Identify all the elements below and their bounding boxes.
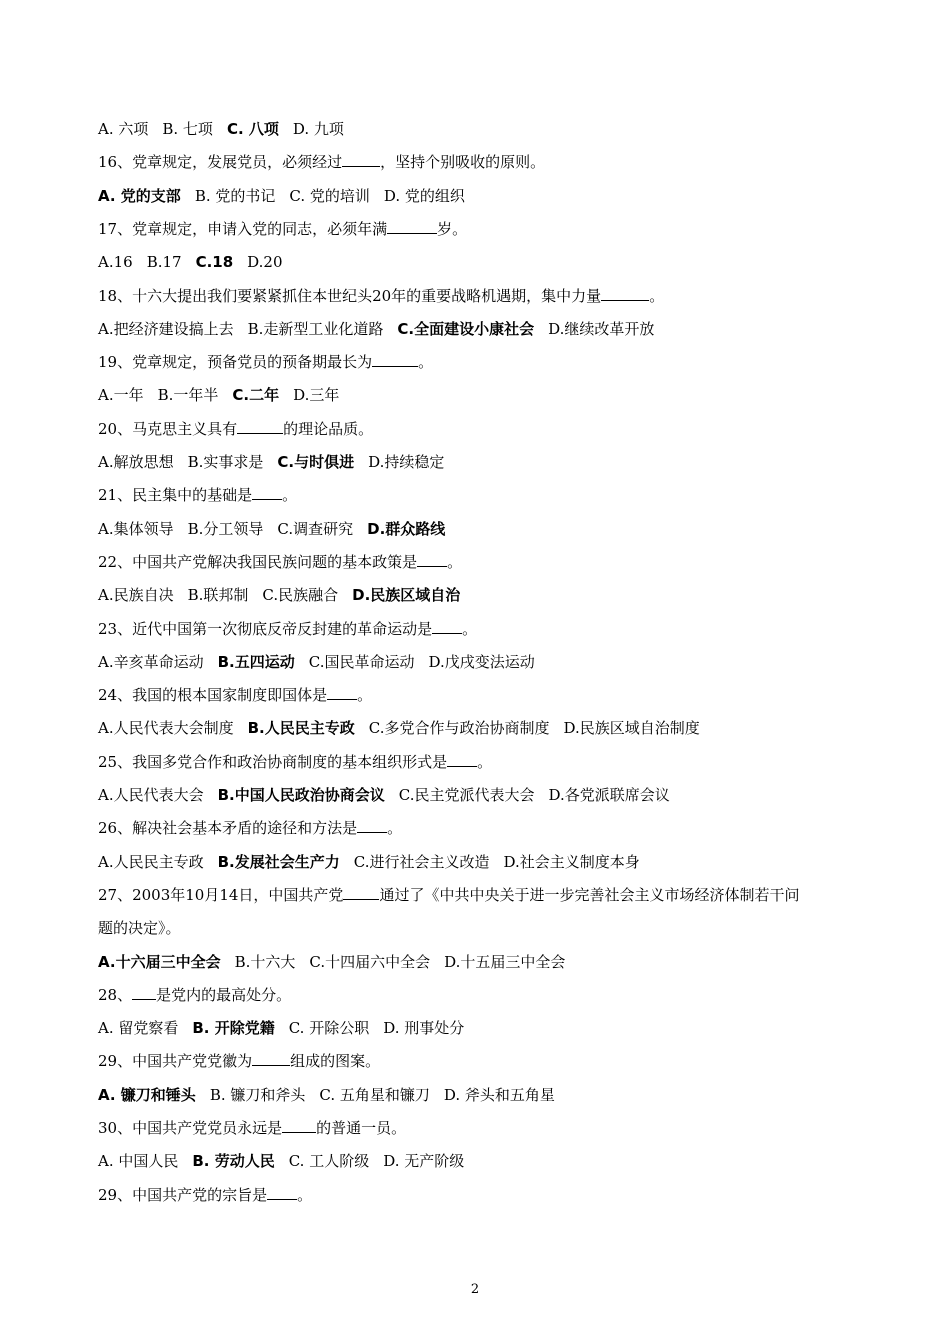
answer-blank xyxy=(267,1185,297,1200)
option: B.分工领导 xyxy=(187,519,264,538)
question-text xyxy=(98,485,870,505)
answer-blank xyxy=(252,1051,290,1066)
correct-option: A.十六届三中全会 xyxy=(98,952,221,971)
correct-option: C.与时俱进 xyxy=(277,453,355,471)
correct-option: B.发展社会生产力 xyxy=(217,852,340,871)
question-text xyxy=(98,152,870,172)
option: A.把经济建设搞上去 xyxy=(98,319,234,338)
option: A. 中国人民 xyxy=(98,1152,179,1171)
question-segment: 岁。 xyxy=(437,219,468,238)
option: D. 斧头和五角星 xyxy=(443,1085,555,1104)
option: C. 党的培训 xyxy=(289,186,370,205)
question-segment: 21、民主集中的基础是 xyxy=(98,486,253,505)
page-number: 2 xyxy=(470,1282,480,1297)
question-text xyxy=(98,685,870,705)
question-segment: 30、中国共产党党员永远是 xyxy=(98,1119,283,1137)
answer-blank xyxy=(327,685,357,700)
question-text xyxy=(98,352,870,372)
answer-options xyxy=(98,119,870,139)
option: B.十六大 xyxy=(234,952,296,971)
option: D. 无产阶级 xyxy=(383,1152,465,1171)
correct-option: A. 党的支部 xyxy=(98,186,181,205)
answer-options xyxy=(98,1085,870,1105)
answer-options xyxy=(98,186,870,206)
option: D.民族区域自治制度 xyxy=(563,719,700,738)
option: B.17 xyxy=(146,253,182,272)
answer-blank xyxy=(601,286,649,301)
answer-blank xyxy=(417,552,447,567)
answer-blank xyxy=(237,419,283,434)
question-segment: 29、中国共产党的宗旨是 xyxy=(98,1185,268,1204)
question-text xyxy=(98,918,870,938)
question-text xyxy=(98,619,870,639)
question-segment: 的普通一员。 xyxy=(316,1119,407,1137)
option: D.十五届三中全会 xyxy=(444,952,566,971)
answer-blank xyxy=(372,352,418,367)
option: A.解放思想 xyxy=(98,453,174,471)
answer-options xyxy=(98,1151,870,1171)
option: A.民族自决 xyxy=(98,586,174,605)
question-segment: 通过了《中共中央关于进一步完善社会主义市场经济体制若干问 xyxy=(379,885,800,904)
question-segment: ，坚持个别吸收的原则。 xyxy=(380,153,546,172)
question-segment: 17、党章规定，申请入党的同志，必须年满 xyxy=(98,219,388,238)
question-segment: 组成的图案。 xyxy=(290,1052,381,1071)
option: D.戊戌变法运动 xyxy=(428,652,535,671)
option: C. 开除公职 xyxy=(288,1019,370,1038)
option: C.国民革命运动 xyxy=(308,652,415,671)
option: A. 留党察看 xyxy=(98,1019,179,1038)
option: D.社会主义制度本身 xyxy=(503,852,640,871)
question-text xyxy=(98,1185,870,1205)
answer-options xyxy=(98,385,870,405)
question-segment: 的理论品质。 xyxy=(283,419,374,438)
option: D. 九项 xyxy=(292,120,344,138)
question-segment: 18、十六大提出我们要紧紧抓住本世纪头20年的重要战略机遇期，集中力量 xyxy=(98,286,602,305)
answer-options xyxy=(98,785,870,805)
question-segment: 23、近代中国第一次彻底反帝反封建的革命运动是 xyxy=(98,619,433,638)
question-text xyxy=(98,885,870,905)
question-text xyxy=(98,419,870,439)
question-segment: 29、中国共产党党徽为 xyxy=(98,1052,253,1071)
option: A.16 xyxy=(98,253,133,272)
option: A.集体领导 xyxy=(98,519,174,538)
question-text xyxy=(98,818,870,838)
correct-option: C.全面建设小康社会 xyxy=(397,319,535,338)
option: D.继续改革开放 xyxy=(548,319,655,338)
correct-option: C. 八项 xyxy=(226,120,279,138)
option: D. 刑事处分 xyxy=(383,1019,465,1038)
answer-blank xyxy=(343,885,379,900)
option: A.一年 xyxy=(98,386,144,405)
correct-option: C.18 xyxy=(195,253,234,272)
question-segment: 22、中国共产党解决我国民族问题的基本政策是 xyxy=(98,552,418,571)
answer-blank xyxy=(252,485,282,500)
question-text xyxy=(98,552,870,572)
question-segment: 16、党章规定，发展党员，必须经过 xyxy=(98,153,343,172)
question-segment: 。 xyxy=(357,686,373,705)
question-text xyxy=(98,219,870,239)
question-text xyxy=(98,286,870,306)
answer-options xyxy=(98,252,870,272)
option: C.多党合作与政治协商制度 xyxy=(368,719,550,738)
question-segment: 。 xyxy=(462,619,478,638)
option: C.进行社会主义改造 xyxy=(353,852,490,871)
correct-option: B.五四运动 xyxy=(217,652,295,671)
answer-blank xyxy=(387,219,437,234)
option: A.人民代表大会 xyxy=(98,786,204,804)
correct-option: D.群众路线 xyxy=(367,519,446,538)
option: C.民主党派代表大会 xyxy=(398,786,535,804)
question-segment: 25、我国多党合作和政治协商制度的基本组织形式是 xyxy=(98,752,448,771)
option: A.辛亥革命运动 xyxy=(98,652,204,671)
option: B.走新型工业化道路 xyxy=(247,319,384,338)
question-text xyxy=(98,1051,870,1071)
question-segment: 题的决定》。 xyxy=(98,919,181,938)
answer-options xyxy=(98,519,870,539)
question-segment: 20、马克思主义具有 xyxy=(98,419,238,438)
correct-option: D.民族区域自治 xyxy=(352,586,461,605)
answer-blank xyxy=(432,619,462,634)
option: D.各党派联席会议 xyxy=(548,786,670,804)
question-segment: 。 xyxy=(282,486,298,505)
question-segment: 。 xyxy=(387,819,403,838)
answer-options xyxy=(98,452,870,472)
option: C. 五角星和镰刀 xyxy=(319,1085,430,1104)
correct-option: B. 劳动人民 xyxy=(192,1152,275,1171)
question-segment: 。 xyxy=(477,752,493,771)
option: C.民族融合 xyxy=(262,586,339,605)
question-segment: 24、我国的根本国家制度即国体是 xyxy=(98,686,328,705)
question-segment: 19、党章规定，预备党员的预备期最长为 xyxy=(98,353,373,372)
correct-option: B. 开除党籍 xyxy=(192,1019,275,1038)
answer-options xyxy=(98,585,870,605)
question-segment: 。 xyxy=(297,1185,313,1204)
answer-options xyxy=(98,952,870,972)
question-segment: 。 xyxy=(418,353,434,372)
answer-options xyxy=(98,718,870,738)
option: C.调查研究 xyxy=(277,519,354,538)
option: D.20 xyxy=(247,253,283,272)
answer-blank xyxy=(447,752,477,767)
question-segment: 。 xyxy=(447,552,463,571)
answer-blank xyxy=(282,1118,316,1133)
option: B. 七项 xyxy=(162,120,213,138)
correct-option: B.中国人民政治协商会议 xyxy=(217,786,385,804)
answer-blank xyxy=(357,818,387,833)
option: C.十四届六中全会 xyxy=(309,952,431,971)
option: B.联邦制 xyxy=(187,586,249,605)
answer-options xyxy=(98,652,870,672)
correct-option: A. 镰刀和锤头 xyxy=(98,1085,196,1104)
question-segment: 28、 xyxy=(98,985,133,1004)
answer-blank xyxy=(342,152,380,167)
option: A.人民代表大会制度 xyxy=(98,719,234,738)
question-text xyxy=(98,985,870,1005)
correct-option: B.人民民主专政 xyxy=(247,719,355,738)
answer-blank xyxy=(132,985,156,1000)
question-segment: 。 xyxy=(649,286,665,305)
answer-options xyxy=(98,1018,870,1038)
option: D. 党的组织 xyxy=(383,186,465,205)
question-segment: 26、解决社会基本矛盾的途径和方法是 xyxy=(98,819,358,838)
question-segment: 是党内的最高处分。 xyxy=(156,985,292,1004)
option: B.实事求是 xyxy=(187,453,264,471)
option: A. 六项 xyxy=(98,120,149,138)
option: A.人民民主专政 xyxy=(98,852,204,871)
question-text xyxy=(98,752,870,772)
question-segment: 27、2003年10月14日，中国共产党 xyxy=(98,885,344,904)
answer-options xyxy=(98,319,870,339)
option: B. 镰刀和斧头 xyxy=(209,1085,306,1104)
option: C. 工人阶级 xyxy=(288,1152,370,1171)
option: B. 党的书记 xyxy=(194,186,276,205)
option: B.一年半 xyxy=(157,386,219,405)
option: D.三年 xyxy=(293,386,340,405)
answer-options xyxy=(98,852,870,872)
question-text xyxy=(98,1118,870,1138)
correct-option: C.二年 xyxy=(232,386,280,405)
option: D.持续稳定 xyxy=(368,453,445,471)
